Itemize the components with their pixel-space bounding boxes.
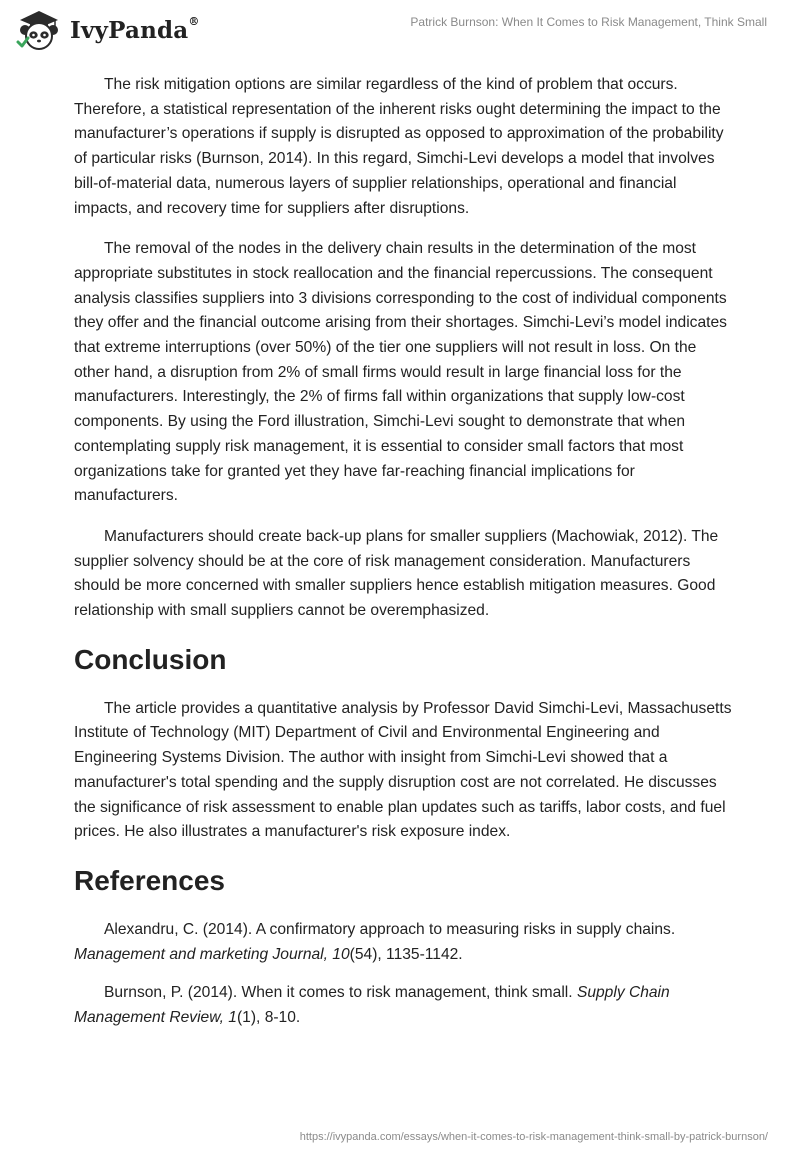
document-title: Patrick Burnson: When It Comes to Risk Management, Think Small (410, 15, 767, 29)
body-paragraph-3: Manufacturers should create back-up plans for smaller suppliers (Machowiak, 2012). The supplier solvency should be at the core of risk management consideration. Manufacturers should be more concerned with smaller suppliers hence establish mitigation measures. Good relationship with small suppliers cannot be overemphasized. (74, 527, 719, 620)
body-paragraph-2: The removal of the nodes in the delivery chain results in the determination of the most appropriate substitutes in stock reallocation and the financial repercussions. The consequent analysis classifies suppliers into 3 divisions corresponding to the cost of individual components they offer and the financial outcome arising from their shortages. Simchi-Levi’s model indicates that extreme interruptions (over 50%) of the tier one suppliers will not result in loss. On the other hand, a disruption from 2% of small firms would result in large financial loss for the manufacturers. Interestingly, the 2% of firms fall within organizations that supply low-cost components. By using the Ford illustration, Simchi-Levi sought to demonstrate that when contemplating supply risk management, it is essential to consider small factors that most organizations take for granted yet they have far-reaching financial implications for manufacturers. (74, 240, 727, 505)
page-header (0, 0, 800, 70)
reference-details: (54), 1135-1142. (349, 945, 463, 963)
conclusion-paragraph: The article provides a quantitative analysis by Professor David Simchi-Levi, Massachusetts Institute of Technology (MIT) Department of Civil and Environmental Engineering and Engineering Systems Division. The author with insight from Simchi-Levi showed that a manufacturer's total spending and the supply disruption cost are not correlated. He discusses the significance of risk assessment to enable plan updates such as tariffs, labor costs, and fuel prices. He also illustrates a manufacturer's risk exposure index. (74, 699, 732, 841)
brand-name: IvyPanda® (70, 14, 200, 44)
references-heading: References (74, 864, 225, 896)
reference-item-2 (74, 981, 734, 1030)
registered-mark: ® (188, 14, 200, 28)
reference-journal: Management and marketing Journal, 10 (74, 945, 350, 963)
source-url[interactable]: https://ivypanda.com/essays/when-it-comes-to-risk-management-think-small-by-patrick-burnson/ (299, 1131, 768, 1143)
conclusion-heading: Conclusion (74, 643, 227, 675)
reference-journal: Supply Chain Management Review, 1 (74, 984, 670, 1027)
body-paragraph-1: The risk mitigation options are similar regardless of the kind of problem that occurs. Therefore, a statistical representation of the inherent risks ought determining the impact to the manufacturer’s operations if supply is disrupted as opposed to approximation of the probability of particular risks (Burnson, 2014). In this regard, Simchi-Levi develops a model that involves bill-of-material data, numerous layers of supplier relationships, operational and financial impacts, and recovery time for suppliers after disruptions. (74, 76, 724, 217)
panda-logo-icon (14, 8, 64, 52)
essay-content (74, 73, 734, 1045)
reference-authors: Alexandru, C. (2014). A confirmatory approach to measuring risks in supply chains. (104, 920, 676, 938)
reference-details: (1), 8-10. (236, 1009, 301, 1027)
reference-authors: Burnson, P. (2014). When it comes to risk management, think small. (104, 984, 577, 1002)
brand-logo[interactable] (14, 8, 200, 52)
reference-item-1 (74, 918, 734, 967)
